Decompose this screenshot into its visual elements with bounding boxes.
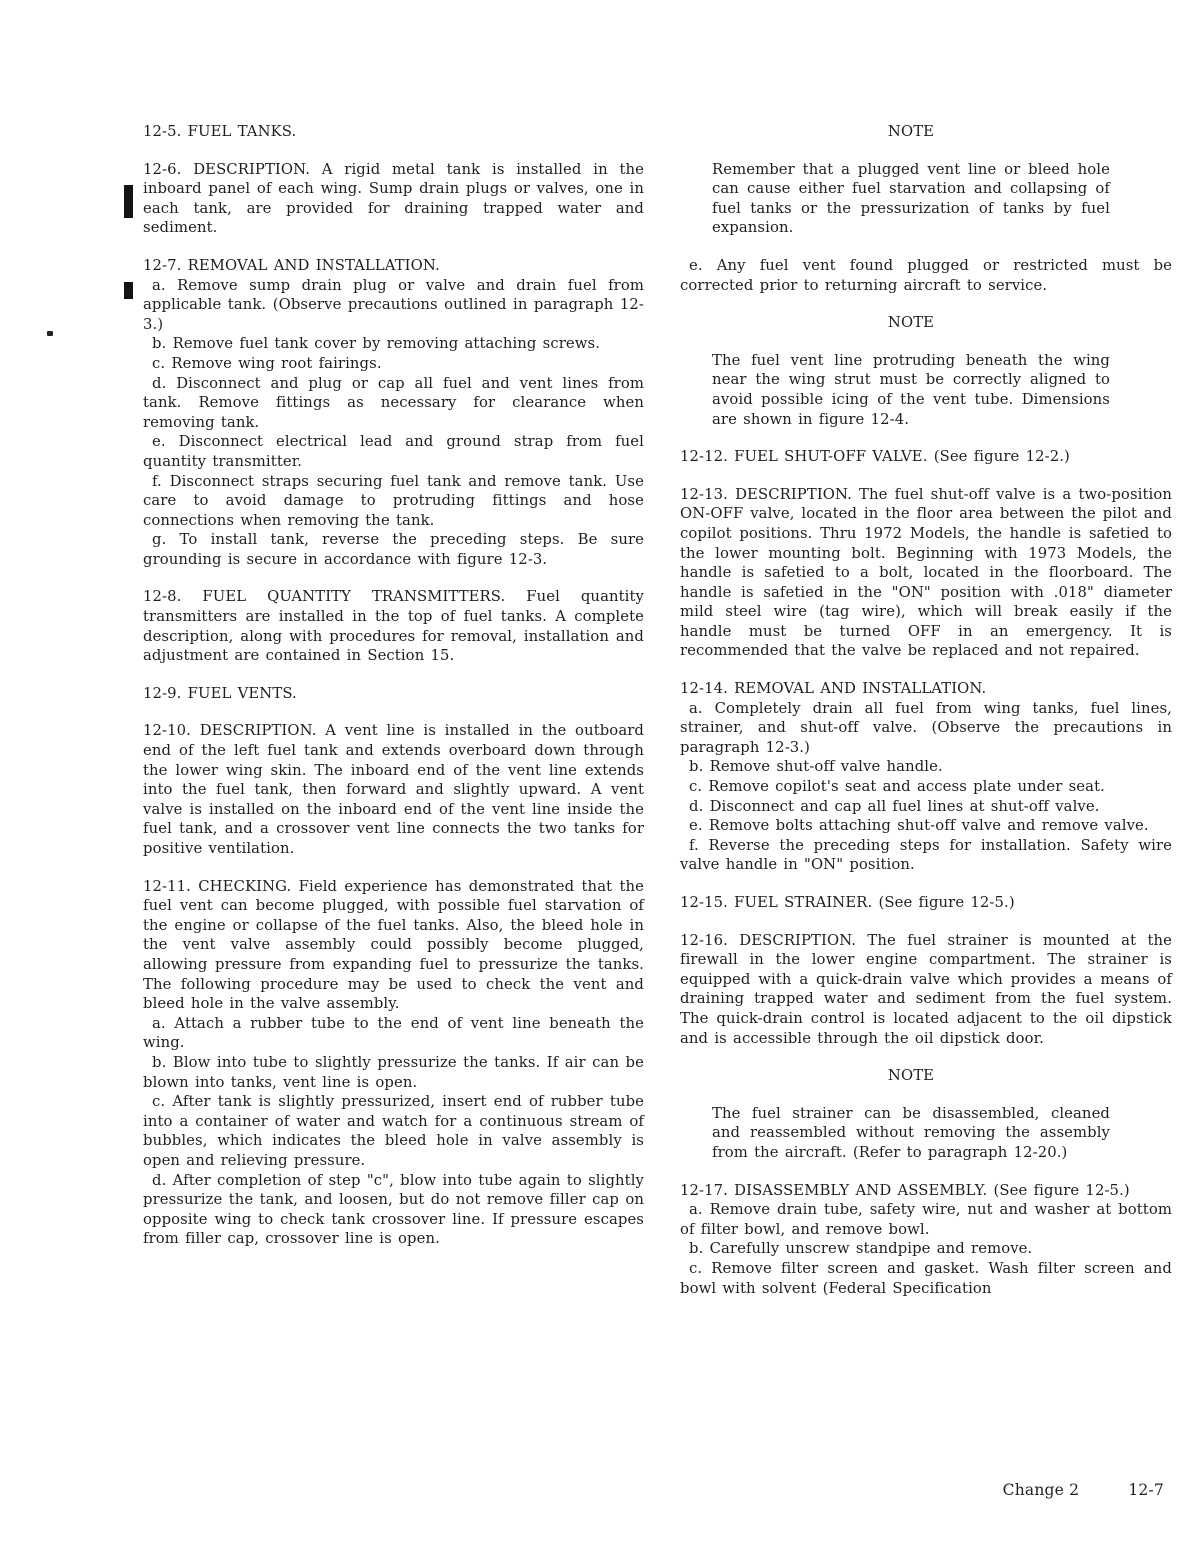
- procedure-step: b. Carefully unscrew standpipe and remove.: [689, 1240, 1033, 1258]
- section-heading: 12-7. REMOVAL AND INSTALLATION.: [143, 256, 440, 274]
- section-heading: 12-9. FUEL VENTS.: [143, 684, 297, 702]
- procedure-step: d. Disconnect and plug or cap all fuel and vent lines from tank. Remove fittings as necessary for clearance when removing tank.: [143, 374, 644, 431]
- procedure-step: g. To install tank, reverse the preceding steps. Be sure grounding is secure in accordance with figure 12-3.: [143, 531, 644, 568]
- paragraph: 12-10. DESCRIPTION. A vent line is installed in the outboard end of the left fuel tank and extends overboard down through the lower wing skin. The inboard end of the vent line extends into the fuel tank, then forward and slightly upward. A vent valve is installed on the inboard end of the vent line inside the fuel tank, and a crossover vent line connects the two tanks for positive ventilation.: [143, 722, 644, 857]
- paragraph: 12-16. DESCRIPTION. The fuel strainer is mounted at the firewall in the lower engine compartment. The strainer is equipped with a quick-drain valve which provides a means of draining trapped water and sediment from the fuel system. The quick-drain control is located adjacent to the oil dipstick and is accessible through the oil dipstick door.: [680, 931, 1172, 1047]
- procedure-step: c. Remove copilot's seat and access plate under seat.: [689, 778, 1105, 796]
- procedure-step: b. Blow into tube to slightly pressurize the tanks. If air can be blown into tanks, vent line is open.: [143, 1053, 644, 1091]
- procedure-step: f. Disconnect straps securing fuel tank and remove tank. Use care to avoid damage to protruding fittings and hose connections when removing the tank.: [143, 472, 644, 529]
- paragraph: 12-8. FUEL QUANTITY TRANSMITTERS. Fuel quantity transmitters are installed in the top of fuel tanks. A complete description, along with procedures for removal, installation and adjustment are contained in Section 15.: [143, 588, 644, 665]
- paragraph: 12-6. DESCRIPTION. A rigid metal tank is installed in the inboard panel of each wing. Sump drain plugs or valves, one in each tank, are provided for draining trapped water and sediment.: [143, 160, 644, 237]
- revision-change-bar: [124, 185, 133, 218]
- section-heading: 12-17. DISASSEMBLY AND ASSEMBLY. (See figure 12-5.): [680, 1181, 1130, 1199]
- procedure-step: d. After completion of step "c", blow into tube again to slightly pressurize the tank, and loosen, but do not remove filler cap on opposite wing to check tank crossover line. If pressure escapes from filler cap, crossover line is open.: [143, 1171, 644, 1248]
- note-body: Remember that a plugged vent line or bleed hole can cause either fuel starvation and collapsing of fuel tanks or the pressurization of tanks by fuel expansion.: [712, 160, 1110, 237]
- procedure-step: c. After tank is slightly pressurized, insert end of rubber tube into a container of water and watch for a continuous stream of bubbles, which indicates the bleed hole in valve assembly is open and relieving pressure.: [143, 1093, 644, 1169]
- paragraph: 12-13. DESCRIPTION. The fuel shut-off valve is a two-position ON-OFF valve, located in the floor area between the pilot and copilot positions. Thru 1972 Models, the handle is safetied to the lower mounting bolt. Beginning with 1973 Models, the handle is safetied to a bolt, located in the floorboard. The handle is safetied in the "ON" position with .018" diameter mild steel wire (tag wire), which will break easily if the handle must be turned OFF in an emergency. It is recommended that the valve be replaced and not repaired.: [680, 485, 1172, 660]
- procedure-step: a. Completely drain all fuel from wing tanks, fuel lines, strainer, and shut-off valve. (Observe the precautions in paragraph 12-3.): [680, 699, 1172, 756]
- procedure-step: b. Remove fuel tank cover by removing attaching screws.: [152, 335, 601, 353]
- right-column: [680, 122, 1172, 1298]
- ink-speck: [47, 331, 53, 336]
- procedure-step: e. Any fuel vent found plugged or restricted must be corrected prior to returning aircraft to service.: [680, 256, 1172, 294]
- procedure-step: d. Disconnect and cap all fuel lines at shut-off valve.: [689, 797, 1100, 815]
- procedure-step: c. Remove filter screen and gasket. Wash filter screen and bowl with solvent (Federal Specification: [680, 1259, 1172, 1297]
- section-heading: 12-14. REMOVAL AND INSTALLATION.: [680, 680, 987, 698]
- procedure-step: b. Remove shut-off valve handle.: [689, 758, 943, 776]
- note-body: The fuel vent line protruding beneath the wing near the wing strut must be correctly aligned to avoid possible icing of the vent tube. Dimensions are shown in figure 12-4.: [712, 351, 1110, 428]
- section-heading: 12-15. FUEL STRAINER. (See figure 12-5.): [680, 894, 1015, 911]
- note-title: NOTE: [887, 123, 935, 140]
- left-column: [143, 122, 644, 1249]
- note-title: NOTE: [887, 1067, 935, 1085]
- procedure-step: f. Reverse the preceding steps for installation. Safety wire valve handle in "ON" position.: [680, 836, 1172, 874]
- note-body: The fuel strainer can be disassembled, cleaned and reassembled without removing the assembly from the aircraft. (Refer to paragraph 12-20.): [712, 1104, 1110, 1161]
- page-number: 12-7: [1128, 1481, 1164, 1499]
- change-label: Change 2: [1002, 1481, 1080, 1499]
- procedure-step: a. Remove sump drain plug or valve and drain fuel from applicable tank. (Observe precautions outlined in paragraph 12-3.): [143, 276, 644, 333]
- note-title: NOTE: [887, 314, 935, 332]
- procedure-step: a. Attach a rubber tube to the end of vent line beneath the wing.: [143, 1014, 644, 1052]
- page-footer: [1003, 1481, 1164, 1499]
- procedure-step: e. Remove bolts attaching shut-off valve and remove valve.: [689, 817, 1149, 835]
- section-heading: 12-5. FUEL TANKS.: [143, 123, 297, 140]
- procedure-step: a. Remove drain tube, safety wire, nut and washer at bottom of filter bowl, and remove bowl.: [680, 1201, 1172, 1238]
- section-heading: 12-12. FUEL SHUT-OFF VALVE. (See figure 12-2.): [680, 448, 1070, 466]
- paragraph: 12-11. CHECKING. Field experience has demonstrated that the fuel vent can become plugged, with possible fuel starvation of the engine or collapse of the fuel tanks. Also, the bleed hole in the vent valve assembly could possibly become plugged, allowing pressure from expanding fuel to pressurize the tanks. The following procedure may be used to check the vent and bleed hole in the valve assembly.: [143, 877, 644, 1013]
- revision-change-bar: [124, 282, 133, 299]
- procedure-step: e. Disconnect electrical lead and ground strap from fuel quantity transmitter.: [143, 433, 644, 470]
- procedure-step: c. Remove wing root fairings.: [152, 354, 382, 372]
